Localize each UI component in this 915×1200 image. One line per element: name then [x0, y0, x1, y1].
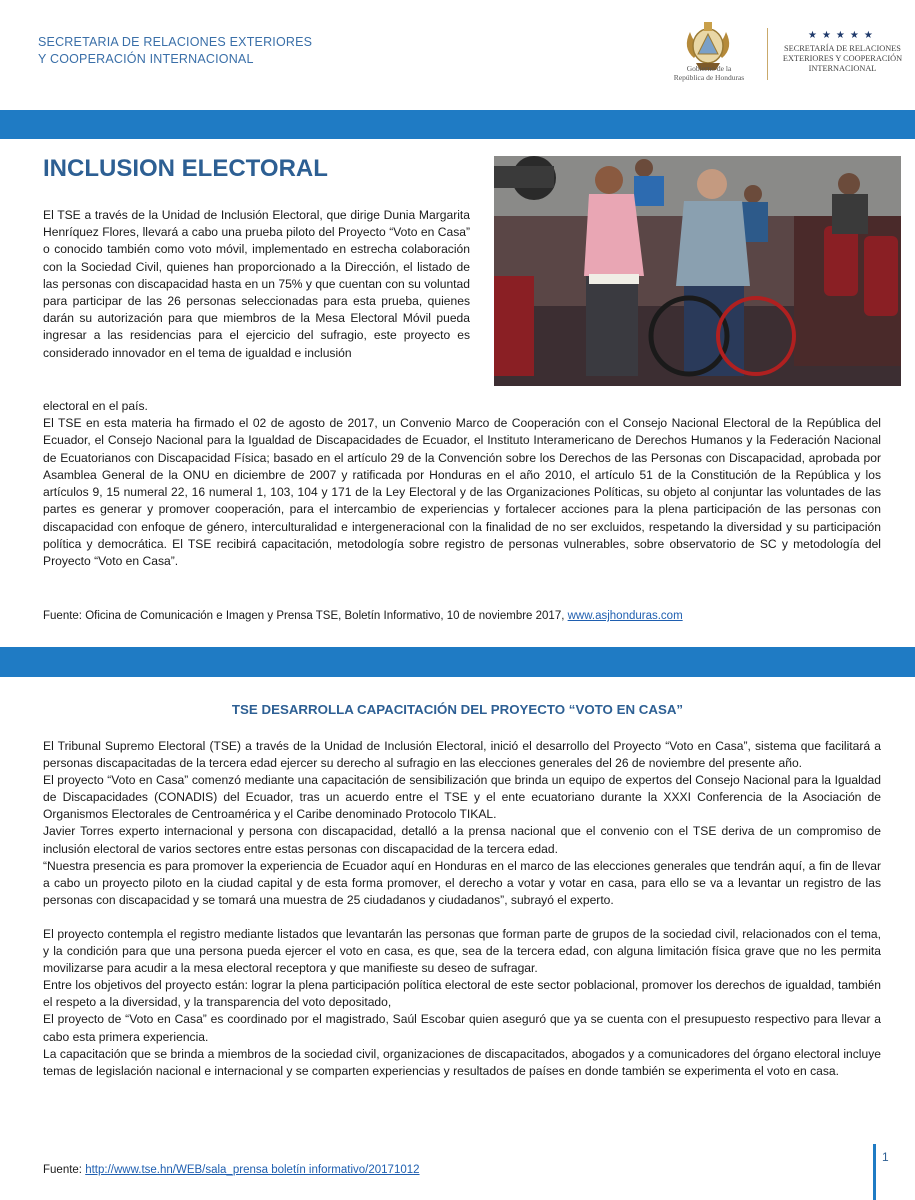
source-line-2: [43, 1164, 420, 1176]
middle-blue-band: [0, 647, 915, 677]
article2-paragraph: Entre los objetivos del proyecto están: lograr la plena participación política electoral de este sector poblacional, promover los derechos de igualdad, también el respeto a la diversidad, y la transparencia del voto depositado,: [43, 978, 881, 1010]
org-name: [38, 34, 312, 68]
article-title-inclusion: INCLUSION ELECTORAL: [43, 155, 328, 182]
article2-body: [43, 738, 881, 1080]
secretariat-line2: EXTERIORES Y COOPERACIÓN: [782, 54, 903, 63]
article2-paragraph: El proyecto de “Voto en Casa” es coordinado por el magistrado, Saúl Escobar quien aseguró que ya se cuenta con el presupuesto respectivo para llevar a cabo esta primera experiencia.: [43, 1012, 881, 1044]
stars-icon: ★★★★★: [808, 30, 878, 41]
intro-paragraph-tail: electoral en el país.: [43, 399, 148, 413]
government-label: [655, 64, 763, 82]
government-label-line1: Gobierno de la: [686, 64, 732, 73]
article2-paragraph: “Nuestra presencia es para promover la experiencia de Ecuador aquí en Honduras en el marco de las elecciones generales que tendrán aquí, a fin de llevar a cabo un proyecto piloto en la ciudad capital y de esta forma promover, el derecho a votar y votar en casa, para ello se va a levantar un registro de las personas con discapacidad y se tomará una muestra de 25 ciudadanos y ciudadanos”, subrayó el experto.: [43, 858, 881, 907]
source-link-tse[interactable]: http://www.tse.hn/WEB/sala_prensa boletín informativo/20171012: [85, 1164, 420, 1176]
source-link-asj[interactable]: www.asjhonduras.com: [567, 610, 683, 622]
source-label-2: Fuente:: [43, 1164, 86, 1176]
article2-paragraph: El proyecto “Voto en Casa” comenzó mediante una capacitación de sensibilización que brinda un equipo de expertos del Consejo Nacional para la Igualdad de Discapacidades (CONADIS) del Ecuador, tras un acuerdo entre el TSE y el ente ecuatoriano durante la XXXI Conferencia de la Asociación de Organismos Electorales de Centroamérica y el Caribe denominado Protocolo TIKAL.: [43, 773, 881, 822]
page-number-bar: [873, 1144, 876, 1200]
page-number: 1: [882, 1150, 889, 1164]
secretariat-line1: SECRETARÍA DE RELACIONES: [784, 44, 901, 53]
intro-paragraph: El TSE a través de la Unidad de Inclusión Electoral, que dirige Dunia Margarita Henríquez Flores, llevará a cabo una prueba piloto del Proyecto “Voto en Casa” o conocido también como voto móvil, implementado en estrecha colaboración con la Sociedad Civil, quienes han proporcionado a la Dirección, el listado de las personas con discapacidad hasta en un 75% y que cuentan con su voluntad para participar de las 26 personas seleccionadas para esta prueba, quienes darán su autorización para que miembros de la Mesa Electoral Móvil pueda ingresar a las residencias para el ejercicio del sufragio, este proyecto es considerado innovador en el tema de igualdad e inclusión: [43, 208, 470, 360]
header-divider: [767, 28, 768, 80]
article2-paragraph: La capacitación que se brinda a miembros de la sociedad civil, organizaciones de discapacitados, abogados y a comunicadores del órgano electoral incluye temas de legislación nacional e internacional y se comparten experiencias y resultados de países en donde también se experimenta el voto en casa.: [43, 1046, 881, 1078]
source-text-1: Fuente: Oficina de Comunicación e Imagen y Prensa TSE, Boletín Informativo, 10 de noviembre 2017,: [43, 610, 568, 622]
article-photo: [494, 156, 901, 386]
secretariat-logo-text: [775, 44, 910, 74]
article2-paragraph: El proyecto contempla el registro mediante listados que levantarán las personas que forman parte de grupos de la sociedad civil, relacionados con el tema, y la condición para que una persona pueda ejercer el voto en casa, es que, sea de la tercera edad, con alguna limitación física grave que no les permita movilizarse para acudir a la mesa electoral receptora y que manifieste su deseo de sufragar.: [43, 926, 881, 976]
org-name-line2: Y COOPERACIÓN INTERNACIONAL: [38, 52, 254, 66]
article2-paragraph: El Tribunal Supremo Electoral (TSE) a través de la Unidad de Inclusión Electoral, inició el desarrollo del Proyecto “Voto en Casa”, sistema que facilitará a personas discapacitadas de la tercera edad ejercer su derecho al sufragio en las elecciones generales del 26 de noviembre del presente año.: [43, 739, 881, 771]
convenio-paragraph: El TSE en esta materia ha firmado el 02 de agosto de 2017, un Convenio Marco de Cooperación con el Consejo Nacional Electoral de la República del Ecuador, el Consejo Nacional para la Igualdad de Discapacidades de Ecuador, el Instituto Interamericano de Derechos Humanos y la Federación Nacional de Ecuatorianos con Discapacidad Física; basado en el artículo 29 de la Convención sobre los Derechos de las Personas con Discapacidad, aprobada por Asamblea General de la ONU en diciembre de 2007 y ratificada por Honduras en el año 2010, el artículo 51 de la Constitución de la República y los artículos 9, 15 numeral 22, 16 numeral 1, 103, 104 y 171 de la Ley Electoral y de las Organizaciones Políticas, su objeto al conjuntar las voluntades de las partes es generar y promover cooperación, para el intercambio de experiencias y fortalecer acciones para la plena participación de las personas con discapacidad con enfoque de género, interculturalidad e intergeneracional con la finalidad de no ser excluidos, respetando la diversidad y su participación política y democrática. El TSE recibirá capacitación, metodología sobre registro de personas vulnerables, sobre observatorio de SC y metodología del Proyecto “Voto en Casa”.: [43, 416, 881, 569]
government-label-line2: República de Honduras: [673, 73, 745, 82]
article2-paragraph: Javier Torres experto internacional y persona con discapacidad, detalló a la prensa nacional que el convenio con el TSE deriva de un compromiso de inclusión electoral de varios sectores entre estas personas con discapacidad de la tercera edad.: [43, 824, 881, 856]
top-blue-band: [0, 110, 915, 139]
source-line-1: [43, 610, 683, 622]
article-title-capacitacion: TSE DESARROLLA CAPACITACIÓN DEL PROYECTO “VOTO EN CASA”: [231, 702, 684, 717]
secretariat-line3: INTERNACIONAL: [808, 64, 877, 73]
paragraph-gap: [43, 909, 881, 926]
org-name-line1: SECRETARIA DE RELACIONES EXTERIORES: [38, 35, 313, 49]
